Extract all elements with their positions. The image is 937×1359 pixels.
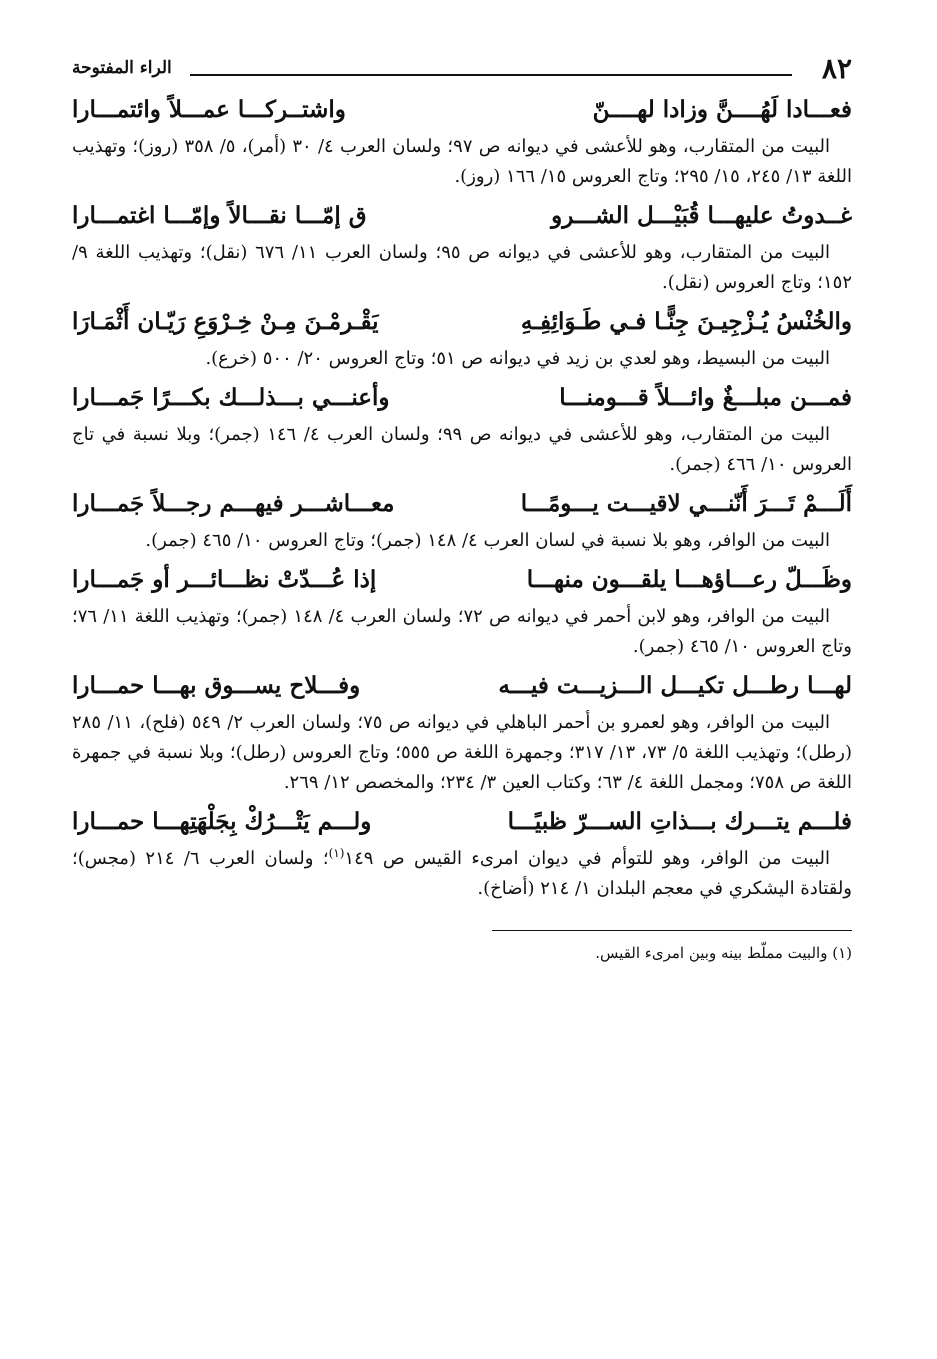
- verse-commentary: [72, 344, 852, 374]
- verse-line: [72, 380, 852, 416]
- verse-commentary: [72, 844, 852, 904]
- verse-entry: [72, 562, 852, 662]
- commentary-text: البيت من الوافر، وهو بلا نسبة في لسان العرب ٤/ ١٤٨ (جمر)؛ وتاج العروس ١٠/ ٤٦٥ (جمر).: [145, 530, 830, 551]
- commentary-text: البيت من الوافر، وهو لابن أحمر في ديوانه ص ٧٢؛ ولسان العرب ٤/ ١٤٨ (جمر)؛ وتهذيب اللغة ١١/ ٧٦؛ وتاج العروس ١٠/ ٤٦٥ (جمر).: [72, 606, 852, 657]
- first-hemistich: فمـــن مبلـــغٌ وائـــلاً قـــومنـــا: [559, 384, 852, 411]
- footnote: (١) والبيت مملّط بينه وبين امرىء القيس.: [595, 944, 852, 962]
- verse-commentary: [72, 526, 852, 556]
- commentary-text: البيت من الوافر، وهو لعمرو بن أحمر الباهلي في ديوانه ص ٧٥؛ ولسان العرب ٢/ ٥٤٩ (فلح)، ١١/ ٢٨٥ (رطل)؛ وتهذيب اللغة ٥/ ٧٣، ١٣/ ٣١٧؛ وجمهرة اللغة ص ٥٥٥؛ وتاج العروس (رطل)؛ وبلا نسبة في جمهرة اللغة ص ٧٥٨؛ ومجمل اللغة ٤/ ٦٣؛ وكتاب العين ٣/ ٢٣٤؛ والمخصص ١٢/ ٢٦٩.: [72, 712, 852, 793]
- verse-line: [72, 92, 852, 128]
- first-hemistich: وظَـــلّ رعـــاؤهـــا يلقـــون منهـــا: [526, 566, 852, 593]
- second-hemistich: ق إمّـــا نقـــالاً وإمّـــا اغتمـــارا: [72, 202, 367, 229]
- first-hemistich: والخُنْسُ يُـزْجِيـنَ جِنًّـا فـي طَـوَائِفِـهِ: [520, 308, 852, 335]
- commentary-text: البيت من المتقارب، وهو للأعشى في ديوانه ص ٩٩؛ ولسان العرب ٤/ ١٤٦ (جمر)؛ وبلا نسبة في تاج العروس ١٠/ ٤٦٦ (جمر).: [72, 424, 852, 475]
- second-hemistich: واشتــركـــا عمـــلاً وائتمـــارا: [72, 96, 346, 123]
- commentary-text: البيت من المتقارب، وهو للأعشى في ديوانه ص ٩٧؛ ولسان العرب ٤/ ٣٠ (أمر)، ٥/ ٣٥٨ (روز)؛ وتهذيب اللغة ١٣/ ٢٤٥، ١٥/ ٢٩٥؛ وتاج العروس ١٥/ ١٦٦ (روز).: [72, 136, 852, 187]
- verse-entry: [72, 198, 852, 298]
- verse-line: [72, 562, 852, 598]
- verse-line: [72, 198, 852, 234]
- verse-line: [72, 804, 852, 840]
- commentary-text: البيت من الوافر، وهو للتوأم في ديوان امرىء القيس ص ١٤٩: [344, 848, 830, 869]
- second-hemistich: وفـــلاح يســـوق بهـــا حمـــارا: [72, 672, 361, 699]
- first-hemistich: أَلَـــمْ تَـــرَ أَنّنـــي لاقيـــت يـــومًـــا: [520, 490, 852, 517]
- verse-entry: [72, 380, 852, 480]
- verse-line: [72, 486, 852, 522]
- verse-line: [72, 668, 852, 704]
- verse-commentary: [72, 708, 852, 798]
- header-divider: [190, 74, 792, 76]
- first-hemistich: لهـــا رطـــل تكيـــل الـــزيـــت فيـــه: [498, 672, 852, 699]
- verse-entry: [72, 304, 852, 374]
- footnote-marker[interactable]: (١): [328, 846, 345, 860]
- verse-entry: [72, 668, 852, 798]
- first-hemistich: غــدوتُ عليهـــا قُبَيْـــل الشـــرو: [551, 202, 852, 229]
- verse-commentary: [72, 602, 852, 662]
- commentary-text-continued: ؛ ولسان العرب ٦/ ٢١٤ (مجس)؛ ولقتادة اليشكري في معجم البلدان ١/ ٢١٤ (أضاخ).: [72, 848, 852, 899]
- verse-line: [72, 304, 852, 340]
- book-page: [72, 48, 852, 965]
- verse-commentary: [72, 238, 852, 298]
- verse-entry: [72, 92, 852, 192]
- second-hemistich: معـــاشـــر فيهـــم رجـــلاً جَمـــارا: [72, 490, 395, 517]
- verse-commentary: [72, 420, 852, 480]
- second-hemistich: يَقْـرمْـنَ مِـنْ خِـرْوَعِ رَيّـان أَثْمَـارَا: [72, 308, 379, 335]
- page-header: [72, 48, 852, 86]
- commentary-text: البيت من المتقارب، وهو للأعشى في ديوانه ص ٩٥؛ ولسان العرب ١١/ ٦٧٦ (نقل)؛ وتهذيب اللغة ٩/ ١٥٢؛ وتاج العروس (نقل).: [72, 242, 852, 293]
- first-hemistich: فعـــادا لَهُــــنَّ وزادا لهــــنّ: [592, 96, 852, 123]
- verse-entry: [72, 486, 852, 556]
- verse-entries: [72, 92, 852, 904]
- verse-commentary: [72, 132, 852, 192]
- verse-entry: [72, 804, 852, 904]
- footnote-divider: [492, 930, 852, 931]
- second-hemistich: وأعنـــي بـــذلـــك بكـــرًا جَمـــارا: [72, 384, 390, 411]
- running-title: الراء المفتوحة: [72, 58, 172, 78]
- commentary-text: البيت من البسيط، وهو لعدي بن زيد في ديوانه ص ٥١؛ وتاج العروس ٢٠/ ٥٠٠ (خرع).: [205, 348, 830, 369]
- page-number: ٨٢: [821, 52, 852, 85]
- second-hemistich: ولـــم يَتْـــرُكْ بِجَلْهَتِهـــا حمـــارا: [72, 808, 372, 835]
- first-hemistich: فلـــم يتـــرك بـــذاتِ الســـرّ ظبيًـــا: [507, 808, 852, 835]
- second-hemistich: إذا عُـــدّتْ نظـــائـــر أو جَمـــارا: [72, 566, 377, 593]
